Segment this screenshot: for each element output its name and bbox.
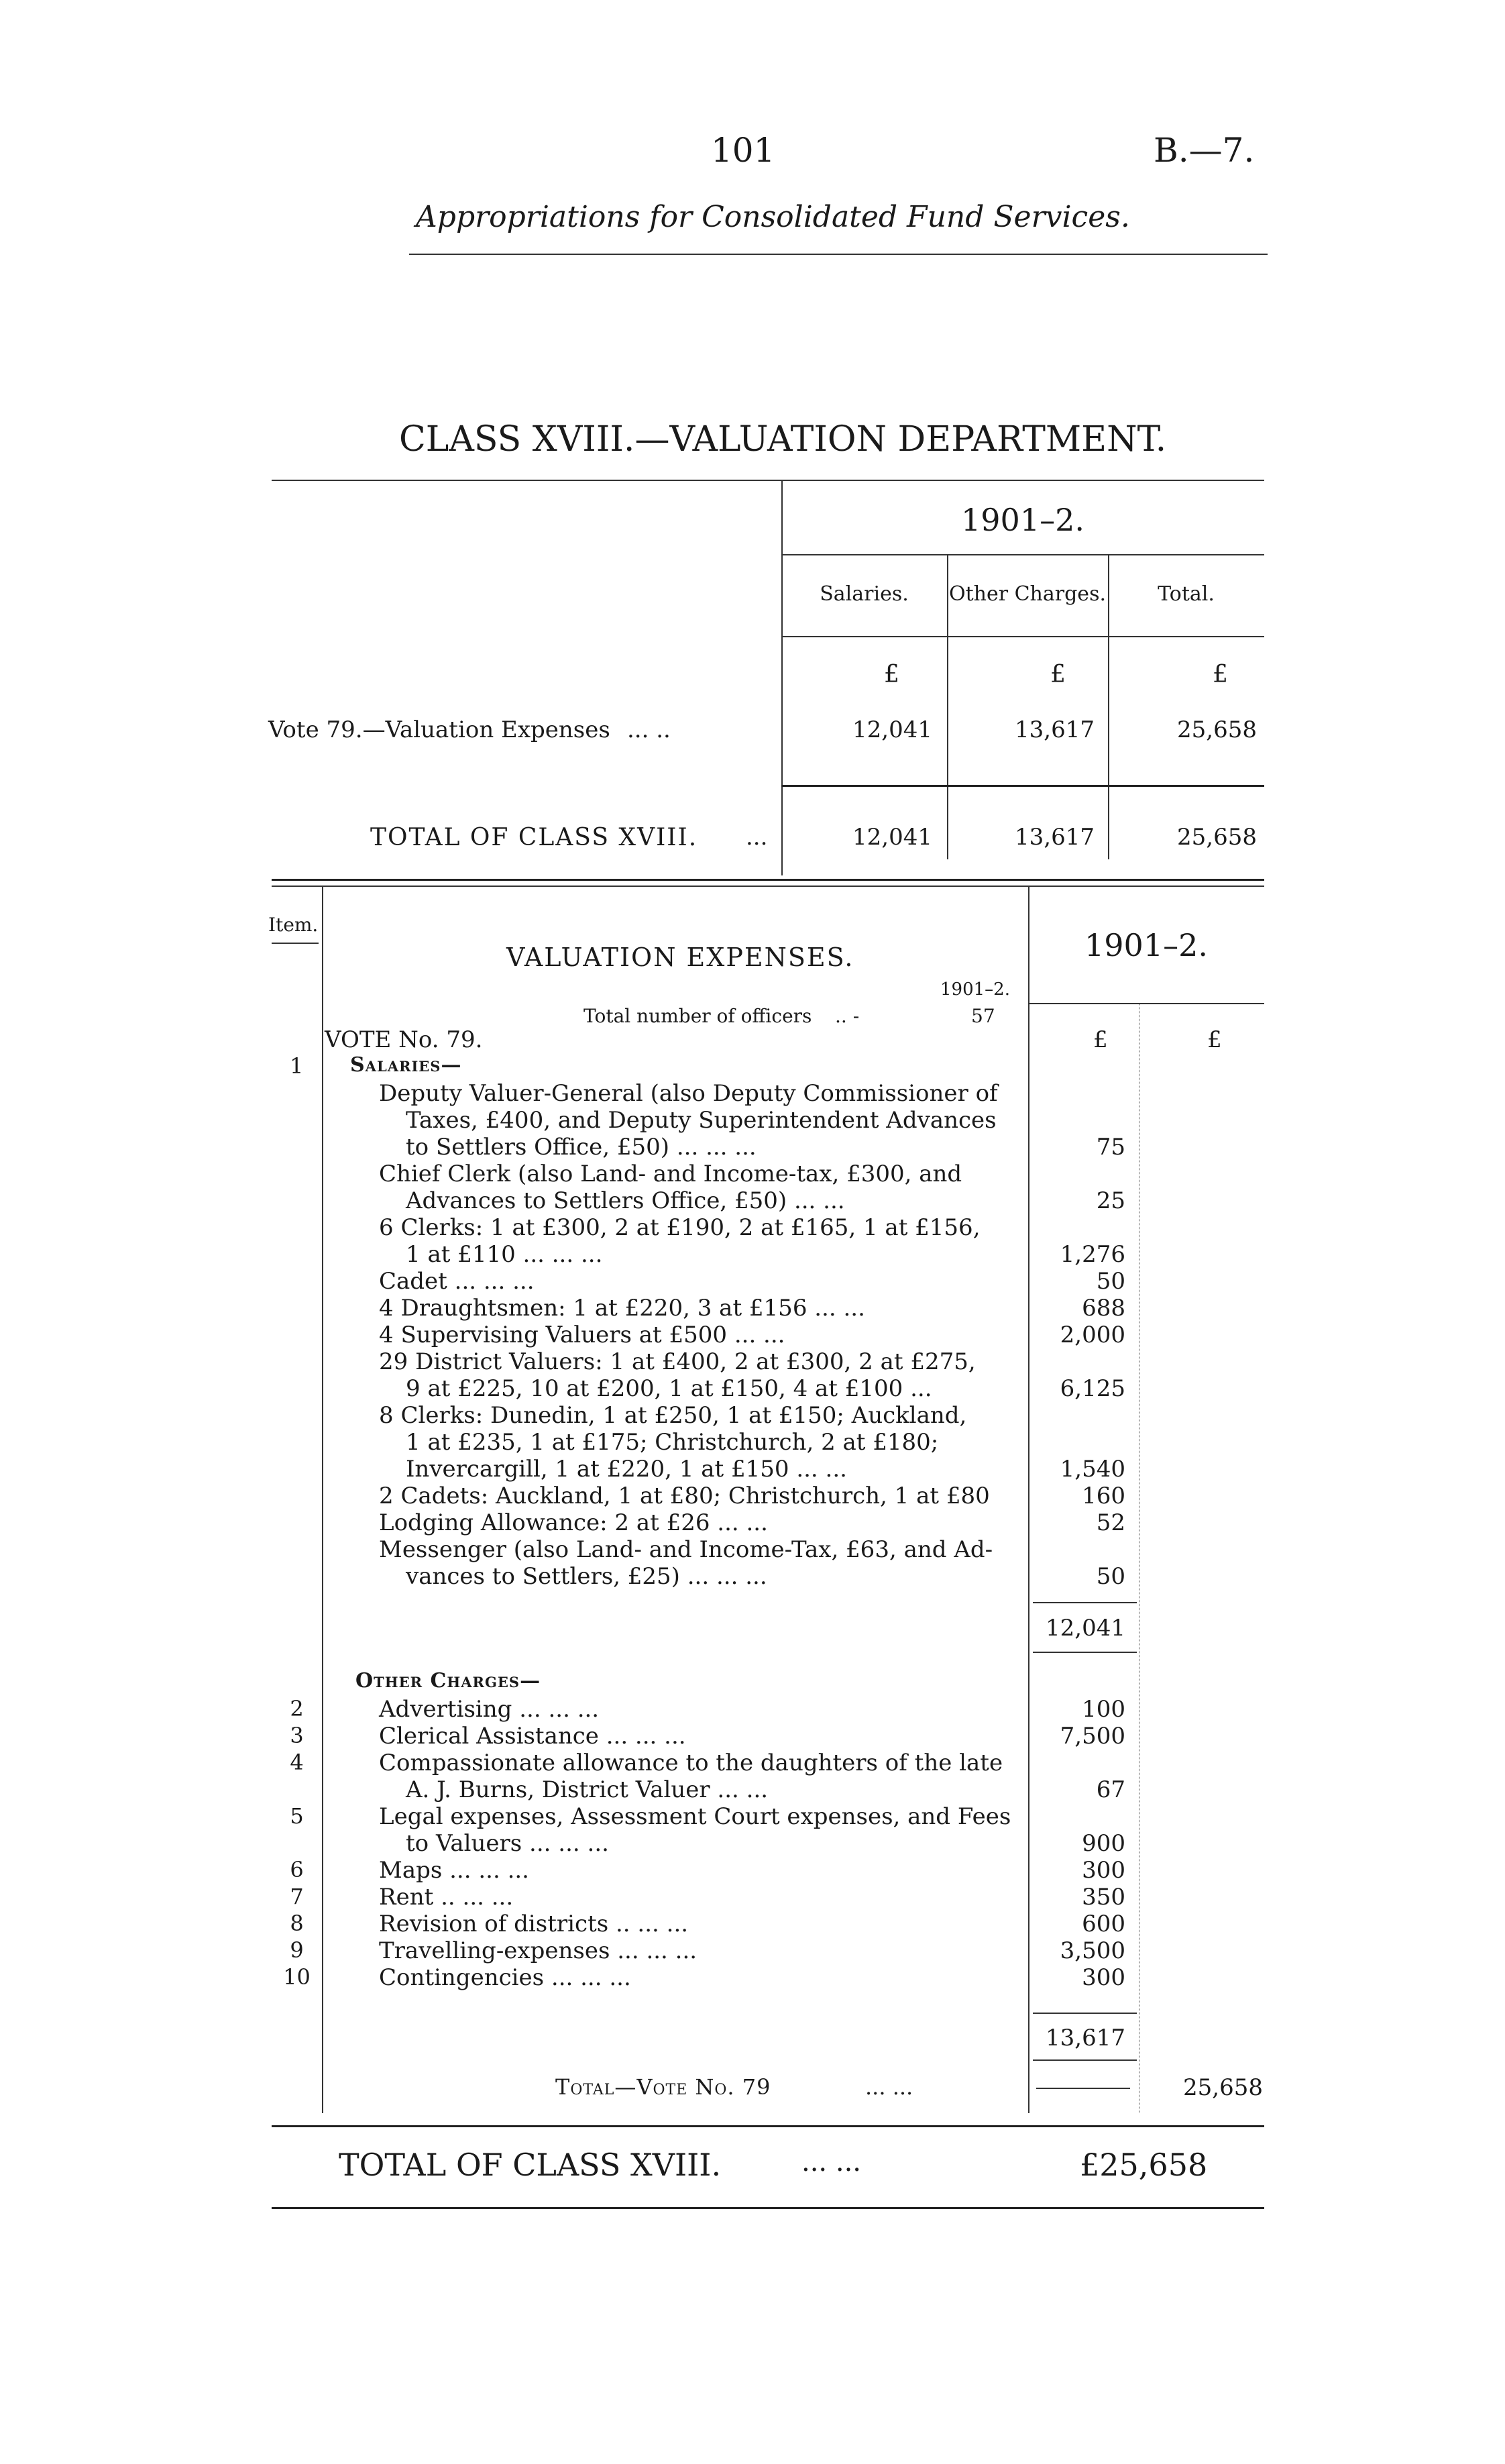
other-charges-heading: Other Charges— — [355, 1669, 541, 1693]
currency-detail-2: £ — [1207, 1026, 1222, 1053]
line-item-text: Cadet ... ... ... — [379, 1268, 535, 1295]
vote-total: 25,658 — [1177, 716, 1257, 743]
vote-salaries: 12,041 — [852, 716, 932, 743]
line-item-amount: 6,125 — [1060, 1375, 1125, 1402]
item-number: 10 — [283, 1964, 311, 1990]
line-item-text: 4 Draughtsmen: 1 at £220, 3 at £156 ... ... — [379, 1295, 865, 1322]
currency-total: £ — [1213, 661, 1228, 688]
line-item-amount: 52 — [1096, 1509, 1125, 1536]
officers-count: 57 — [971, 1005, 995, 1027]
col-header-salaries: Salaries. — [820, 582, 909, 606]
footer-total-label: TOTAL OF CLASS XVIII. — [339, 2147, 722, 2183]
item-number: 9 — [290, 1937, 304, 1963]
item-number: 6 — [290, 1857, 304, 1882]
line-item-amount: 75 — [1096, 1134, 1125, 1161]
line-item-text: Advertising ... ... ... — [379, 1696, 600, 1723]
line-item-text: 1 at £235, 1 at £175; Christchurch, 2 at £180; — [406, 1429, 939, 1456]
summary-year: 1901–2. — [961, 502, 1084, 538]
footer-total-amount: £25,658 — [1080, 2147, 1208, 2183]
detail-heading: VALUATION EXPENSES. — [506, 943, 854, 972]
class-total-leader: ... — [746, 824, 768, 851]
line-item-amount: 67 — [1096, 1776, 1125, 1803]
line-item-amount: 1,276 — [1060, 1241, 1125, 1268]
vote-leader: ... .. — [627, 716, 671, 743]
line-item-text: to Settlers Office, £50) ... ... ... — [406, 1134, 757, 1161]
class-total-other: 13,617 — [1015, 824, 1095, 851]
line-item-amount: 7,500 — [1060, 1723, 1125, 1750]
col-header-other-charges: Other Charges. — [949, 582, 1106, 606]
page-number: 101 — [711, 131, 775, 170]
vote-other: 13,617 — [1015, 716, 1095, 743]
class-total-salaries: 12,041 — [852, 824, 932, 851]
line-item-text: Rent .. ... ... — [379, 1884, 514, 1911]
vote-number: VOTE No. 79. — [325, 1026, 483, 1053]
col-header-total: Total. — [1158, 582, 1215, 606]
line-item-text: Messenger (also Land- and Income-Tax, £63, and Ad- — [379, 1536, 993, 1563]
line-item-amount: 2,000 — [1060, 1322, 1125, 1348]
doc-reference: B.—7. — [1154, 131, 1255, 170]
line-item-text: 29 District Valuers: 1 at £400, 2 at £300, 2 at £275, — [379, 1348, 976, 1375]
line-item-text: 2 Cadets: Auckland, 1 at £80; Christchurch, 1 at £80 — [379, 1483, 990, 1509]
line-item-text: Clerical Assistance ... ... ... — [379, 1723, 686, 1750]
salaries-subtotal: 12,041 — [1046, 1615, 1125, 1642]
line-item-text: Compassionate allowance to the daughters of the late — [379, 1750, 1003, 1776]
officers-label: Total number of officers — [583, 1005, 812, 1027]
item-number-1: 1 — [290, 1053, 304, 1079]
footer-total-leader: ... ... — [801, 2147, 862, 2178]
line-item-amount: 688 — [1082, 1295, 1125, 1322]
vote-total-leader: ... ... — [865, 2074, 913, 2100]
officers-leader: .. - — [835, 1005, 860, 1027]
line-item-amount: 900 — [1082, 1830, 1125, 1857]
line-item-text: Invercargill, 1 at £220, 1 at £150 ... ... — [406, 1456, 847, 1483]
line-item-text: 1 at £110 ... ... ... — [406, 1241, 603, 1268]
item-number: 2 — [290, 1696, 304, 1721]
line-item-text: Advances to Settlers Office, £50) ... ... — [406, 1187, 845, 1214]
item-number: 7 — [290, 1884, 304, 1909]
line-item-text: 9 at £225, 10 at £200, 1 at £150, 4 at £100 ... — [406, 1375, 932, 1402]
other-subtotal: 13,617 — [1046, 2025, 1125, 2051]
line-item-text: Chief Clerk (also Land- and Income-tax, £300, and — [379, 1161, 962, 1187]
line-item-amount: 300 — [1082, 1857, 1125, 1884]
line-item-text: Lodging Allowance: 2 at £26 ... ... — [379, 1509, 768, 1536]
line-item-text: Taxes, £400, and Deputy Superintendent Advances — [406, 1107, 997, 1134]
line-item-text: 4 Supervising Valuers at £500 ... ... — [379, 1322, 785, 1348]
vote-total-amount: 25,658 — [1183, 2074, 1263, 2101]
line-item-amount: 25 — [1096, 1187, 1125, 1214]
class-title: CLASS XVIII.—VALUATION DEPARTMENT. — [399, 419, 1167, 460]
currency-detail-1: £ — [1093, 1026, 1108, 1053]
currency-other: £ — [1050, 661, 1066, 688]
line-item-text: Travelling-expenses ... ... ... — [379, 1937, 698, 1964]
line-item-amount: 3,500 — [1060, 1937, 1125, 1964]
line-item-text: A. J. Burns, District Valuer ... ... — [406, 1776, 769, 1803]
line-item-text: Revision of districts .. ... ... — [379, 1911, 689, 1937]
page-subtitle: Appropriations for Consolidated Fund Services. — [416, 200, 1130, 234]
line-item-amount: 160 — [1082, 1483, 1125, 1509]
line-item-amount: 50 — [1096, 1268, 1125, 1295]
item-number: 3 — [290, 1723, 304, 1748]
line-item-amount: 350 — [1082, 1884, 1125, 1911]
line-item-amount: 100 — [1082, 1696, 1125, 1723]
class-total-label: TOTAL OF CLASS XVIII. — [370, 824, 698, 851]
line-item-text: 8 Clerks: Dunedin, 1 at £250, 1 at £150; Auckland, — [379, 1402, 967, 1429]
vote-total-label: Total—Vote No. 79 — [555, 2074, 771, 2100]
line-item-text: Contingencies ... ... ... — [379, 1964, 631, 1991]
class-total-total: 25,658 — [1177, 824, 1257, 851]
line-item-amount: 50 — [1096, 1563, 1125, 1590]
line-item-amount: 600 — [1082, 1911, 1125, 1937]
item-number: 4 — [290, 1750, 304, 1775]
line-item-text: Legal expenses, Assessment Court expenses, and Fees — [379, 1803, 1011, 1830]
line-item-amount: 1,540 — [1060, 1456, 1125, 1483]
line-item-amount: 300 — [1082, 1964, 1125, 1991]
item-number: 5 — [290, 1803, 304, 1829]
item-column-header: Item. — [268, 914, 319, 936]
item-number: 8 — [290, 1911, 304, 1936]
line-item-text: vances to Settlers, £25) ... ... ... — [406, 1563, 767, 1590]
line-item-text: Deputy Valuer-General (also Deputy Commissioner of — [379, 1080, 998, 1107]
line-item-text: to Valuers ... ... ... — [406, 1830, 609, 1857]
line-item-text: Maps ... ... ... — [379, 1857, 529, 1884]
vote-label: Vote 79.—Valuation Expenses — [268, 716, 610, 743]
detail-year: 1901–2. — [1084, 927, 1208, 963]
line-item-text: 6 Clerks: 1 at £300, 2 at £190, 2 at £165, 1 at £156, — [379, 1214, 981, 1241]
officers-year: 1901–2. — [940, 979, 1010, 1000]
salaries-heading: Salaries— — [350, 1053, 462, 1077]
currency-salaries: £ — [884, 661, 899, 688]
